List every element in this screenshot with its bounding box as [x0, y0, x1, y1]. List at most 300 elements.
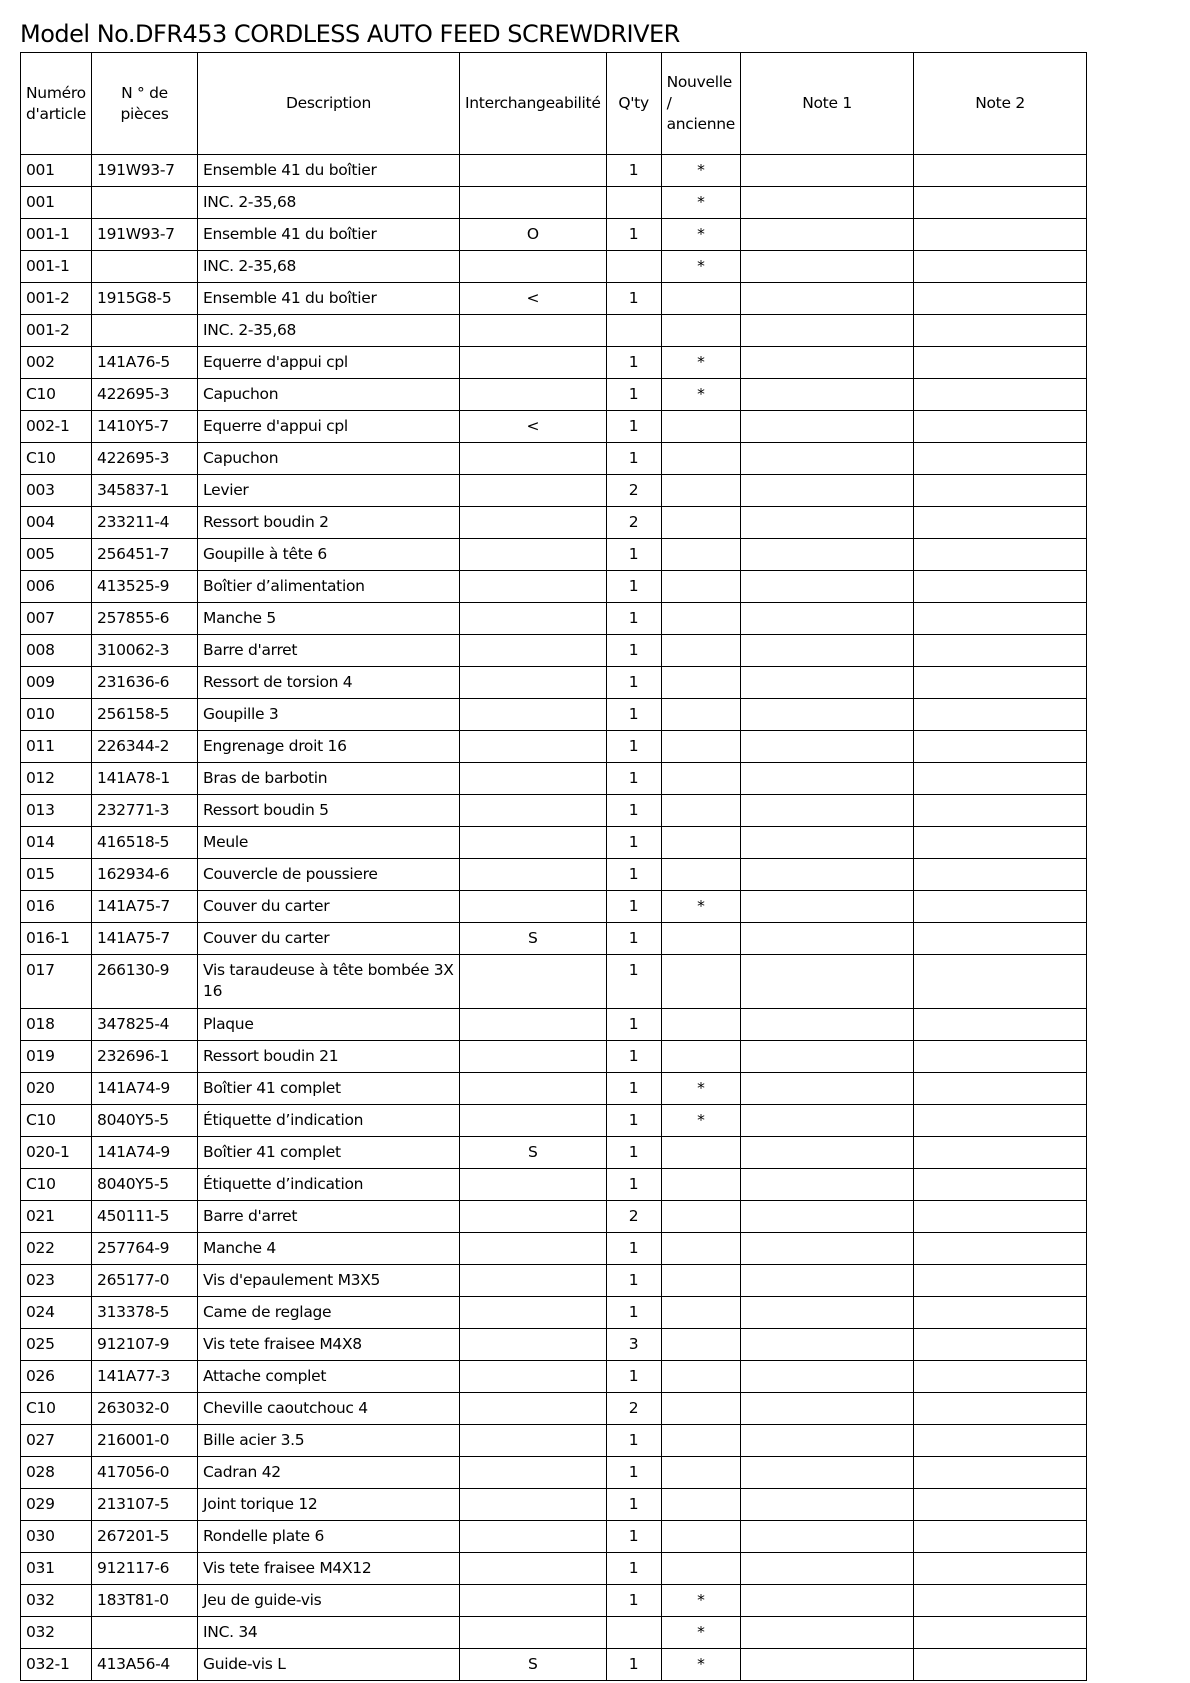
part-number-cell: 422695-3 [92, 443, 198, 475]
description-cell: Goupille 3 [198, 699, 460, 731]
table-row [21, 667, 1087, 699]
quantity-cell: 1 [606, 891, 661, 923]
new-old-cell [661, 1233, 740, 1265]
note-1-cell [741, 1489, 914, 1521]
quantity-cell: 1 [606, 1361, 661, 1393]
item-number-cell: 032 [21, 1617, 92, 1649]
new-old-cell [661, 1297, 740, 1329]
part-number-cell: 226344-2 [92, 731, 198, 763]
quantity-cell: 1 [606, 731, 661, 763]
note-1-cell [741, 1521, 914, 1553]
new-old-cell [661, 1521, 740, 1553]
quantity-cell: 1 [606, 1137, 661, 1169]
part-number-cell: 1915G8-5 [92, 283, 198, 315]
new-old-cell: * [661, 1585, 740, 1617]
note-2-cell [914, 1105, 1087, 1137]
item-number-cell: 010 [21, 699, 92, 731]
interchangeability-cell [460, 475, 607, 507]
note-1-cell [741, 1297, 914, 1329]
note-1-cell [741, 507, 914, 539]
new-old-cell [661, 763, 740, 795]
description-cell: Ensemble 41 du boîtier [198, 155, 460, 187]
item-number-cell: 012 [21, 763, 92, 795]
part-number-cell: 232771-3 [92, 795, 198, 827]
parts-table-body [21, 155, 1087, 1681]
description-cell: INC. 2-35,68 [198, 315, 460, 347]
note-2-cell [914, 699, 1087, 731]
description-cell: Ressort boudin 2 [198, 507, 460, 539]
quantity-cell: 1 [606, 1649, 661, 1681]
note-2-cell [914, 1617, 1087, 1649]
part-number-cell: 232696-1 [92, 1041, 198, 1073]
note-2-cell [914, 1521, 1087, 1553]
description-cell: Ressort de torsion 4 [198, 667, 460, 699]
interchangeability-cell [460, 315, 607, 347]
part-number-cell: 450111-5 [92, 1201, 198, 1233]
note-2-cell [914, 1649, 1087, 1681]
description-cell: Ressort boudin 21 [198, 1041, 460, 1073]
part-number-cell: 141A76-5 [92, 347, 198, 379]
quantity-cell: 1 [606, 923, 661, 955]
note-2-cell [914, 251, 1087, 283]
quantity-cell: 1 [606, 539, 661, 571]
table-row [21, 1169, 1087, 1201]
item-number-cell: 001-2 [21, 315, 92, 347]
item-number-cell: 020-1 [21, 1137, 92, 1169]
description-cell: INC. 2-35,68 [198, 251, 460, 283]
table-row [21, 603, 1087, 635]
header-interchangeability: Interchangeabilité [460, 53, 607, 155]
description-cell: Boîtier 41 complet [198, 1073, 460, 1105]
new-old-cell [661, 1329, 740, 1361]
description-cell: Came de reglage [198, 1297, 460, 1329]
note-1-cell [741, 1649, 914, 1681]
part-number-cell: 216001-0 [92, 1425, 198, 1457]
note-1-cell [741, 603, 914, 635]
quantity-cell: 1 [606, 283, 661, 315]
item-number-cell: 016 [21, 891, 92, 923]
table-row [21, 763, 1087, 795]
note-1-cell [741, 1041, 914, 1073]
interchangeability-cell [460, 1073, 607, 1105]
item-number-cell: 009 [21, 667, 92, 699]
table-row [21, 1617, 1087, 1649]
note-2-cell [914, 155, 1087, 187]
note-1-cell [741, 155, 914, 187]
table-row [21, 1105, 1087, 1137]
note-1-cell [741, 251, 914, 283]
table-row [21, 1297, 1087, 1329]
description-cell: Couver du carter [198, 923, 460, 955]
part-number-cell: 141A77-3 [92, 1361, 198, 1393]
part-number-cell [92, 1617, 198, 1649]
description-cell: Equerre d'appui cpl [198, 347, 460, 379]
new-old-cell [661, 1393, 740, 1425]
table-row [21, 539, 1087, 571]
table-row [21, 347, 1087, 379]
quantity-cell: 1 [606, 1105, 661, 1137]
note-2-cell [914, 1265, 1087, 1297]
part-number-cell: 416518-5 [92, 827, 198, 859]
quantity-cell: 1 [606, 1073, 661, 1105]
table-row [21, 1425, 1087, 1457]
description-cell: Barre d'arret [198, 1201, 460, 1233]
table-row [21, 1233, 1087, 1265]
item-number-cell: 026 [21, 1361, 92, 1393]
note-2-cell [914, 1585, 1087, 1617]
table-header-row [21, 53, 1087, 155]
note-1-cell [741, 1457, 914, 1489]
description-cell: Attache complet [198, 1361, 460, 1393]
table-row [21, 411, 1087, 443]
part-number-cell: 263032-0 [92, 1393, 198, 1425]
note-2-cell [914, 1041, 1087, 1073]
part-number-cell: 141A78-1 [92, 763, 198, 795]
item-number-cell: 025 [21, 1329, 92, 1361]
note-2-cell [914, 923, 1087, 955]
quantity-cell: 2 [606, 1201, 661, 1233]
interchangeability-cell [460, 891, 607, 923]
description-cell: Vis d'epaulement M3X5 [198, 1265, 460, 1297]
note-1-cell [741, 187, 914, 219]
interchangeability-cell [460, 1233, 607, 1265]
note-2-cell [914, 1297, 1087, 1329]
note-2-cell [914, 795, 1087, 827]
description-cell: Vis tete fraisee M4X12 [198, 1553, 460, 1585]
quantity-cell: 3 [606, 1329, 661, 1361]
note-1-cell [741, 411, 914, 443]
note-2-cell [914, 1393, 1087, 1425]
item-number-cell: 008 [21, 635, 92, 667]
part-number-cell: 191W93-7 [92, 155, 198, 187]
header-description: Description [198, 53, 460, 155]
item-number-cell: 004 [21, 507, 92, 539]
quantity-cell: 1 [606, 219, 661, 251]
table-row [21, 1137, 1087, 1169]
new-old-cell: * [661, 251, 740, 283]
part-number-cell: 256158-5 [92, 699, 198, 731]
item-number-cell: 030 [21, 1521, 92, 1553]
note-2-cell [914, 283, 1087, 315]
part-number-cell: 313378-5 [92, 1297, 198, 1329]
interchangeability-cell [460, 1489, 607, 1521]
new-old-cell [661, 443, 740, 475]
quantity-cell: 1 [606, 603, 661, 635]
note-2-cell [914, 411, 1087, 443]
item-number-cell: 001-2 [21, 283, 92, 315]
quantity-cell [606, 251, 661, 283]
interchangeability-cell [460, 1585, 607, 1617]
interchangeability-cell [460, 1105, 607, 1137]
interchangeability-cell [460, 187, 607, 219]
note-2-cell [914, 219, 1087, 251]
note-1-cell [741, 635, 914, 667]
quantity-cell: 1 [606, 1521, 661, 1553]
part-number-cell: 162934-6 [92, 859, 198, 891]
description-cell: Bras de barbotin [198, 763, 460, 795]
item-number-cell: 016-1 [21, 923, 92, 955]
quantity-cell: 1 [606, 1425, 661, 1457]
table-row [21, 507, 1087, 539]
new-old-cell [661, 827, 740, 859]
item-number-cell: 001 [21, 155, 92, 187]
new-old-cell [661, 1457, 740, 1489]
quantity-cell: 2 [606, 507, 661, 539]
part-number-cell: 141A75-7 [92, 923, 198, 955]
new-old-cell [661, 1137, 740, 1169]
quantity-cell: 1 [606, 859, 661, 891]
interchangeability-cell [460, 1297, 607, 1329]
part-number-cell: 191W93-7 [92, 219, 198, 251]
quantity-cell: 1 [606, 667, 661, 699]
part-number-cell: 8040Y5-5 [92, 1105, 198, 1137]
note-1-cell [741, 1009, 914, 1041]
note-1-cell [741, 763, 914, 795]
item-number-cell: 006 [21, 571, 92, 603]
note-1-cell [741, 219, 914, 251]
header-new-old: Nouvelle / ancienne [661, 53, 740, 155]
note-2-cell [914, 347, 1087, 379]
table-row [21, 1649, 1087, 1681]
table-row [21, 827, 1087, 859]
note-1-cell [741, 475, 914, 507]
description-cell: Couver du carter [198, 891, 460, 923]
table-row [21, 1521, 1087, 1553]
note-2-cell [914, 731, 1087, 763]
table-row [21, 1457, 1087, 1489]
interchangeability-cell [460, 1521, 607, 1553]
part-number-cell: 413A56-4 [92, 1649, 198, 1681]
note-1-cell [741, 859, 914, 891]
part-number-cell: 1410Y5-7 [92, 411, 198, 443]
item-number-cell: 011 [21, 731, 92, 763]
part-number-cell: 912117-6 [92, 1553, 198, 1585]
table-row [21, 1073, 1087, 1105]
note-2-cell [914, 539, 1087, 571]
description-cell: Equerre d'appui cpl [198, 411, 460, 443]
interchangeability-cell [460, 251, 607, 283]
new-old-cell [661, 1169, 740, 1201]
quantity-cell: 1 [606, 763, 661, 795]
quantity-cell [606, 1617, 661, 1649]
table-row [21, 955, 1087, 1009]
note-2-cell [914, 1489, 1087, 1521]
description-cell: Couvercle de poussiere [198, 859, 460, 891]
interchangeability-cell [460, 1201, 607, 1233]
interchangeability-cell [460, 379, 607, 411]
note-2-cell [914, 187, 1087, 219]
interchangeability-cell [460, 1041, 607, 1073]
item-number-cell: 001-1 [21, 219, 92, 251]
item-number-cell: 001 [21, 187, 92, 219]
header-item-number: Numéro d'article [21, 53, 92, 155]
interchangeability-cell [460, 699, 607, 731]
note-1-cell [741, 1329, 914, 1361]
quantity-cell: 1 [606, 155, 661, 187]
new-old-cell [661, 411, 740, 443]
quantity-cell: 1 [606, 1265, 661, 1297]
note-2-cell [914, 827, 1087, 859]
part-number-cell [92, 251, 198, 283]
new-old-cell: * [661, 347, 740, 379]
quantity-cell [606, 315, 661, 347]
table-row [21, 187, 1087, 219]
note-2-cell [914, 443, 1087, 475]
part-number-cell: 231636-6 [92, 667, 198, 699]
description-cell: Rondelle plate 6 [198, 1521, 460, 1553]
table-row [21, 923, 1087, 955]
interchangeability-cell [460, 635, 607, 667]
new-old-cell [661, 699, 740, 731]
table-row [21, 1361, 1087, 1393]
note-1-cell [741, 795, 914, 827]
note-2-cell [914, 1425, 1087, 1457]
header-note-2: Note 2 [914, 53, 1087, 155]
new-old-cell [661, 1553, 740, 1585]
quantity-cell: 1 [606, 1041, 661, 1073]
quantity-cell: 1 [606, 699, 661, 731]
new-old-cell [661, 1041, 740, 1073]
table-row [21, 891, 1087, 923]
part-number-cell: 141A74-9 [92, 1073, 198, 1105]
note-2-cell [914, 1009, 1087, 1041]
description-cell: Étiquette d’indication [198, 1105, 460, 1137]
note-1-cell [741, 379, 914, 411]
table-row [21, 1585, 1087, 1617]
interchangeability-cell [460, 155, 607, 187]
new-old-cell: * [661, 1105, 740, 1137]
note-2-cell [914, 1329, 1087, 1361]
new-old-cell [661, 1265, 740, 1297]
interchangeability-cell [460, 571, 607, 603]
new-old-cell [661, 315, 740, 347]
part-number-cell [92, 187, 198, 219]
new-old-cell: * [661, 1649, 740, 1681]
interchangeability-cell [460, 731, 607, 763]
note-1-cell [741, 1617, 914, 1649]
part-number-cell: 267201-5 [92, 1521, 198, 1553]
interchangeability-cell [460, 1553, 607, 1585]
note-1-cell [741, 1553, 914, 1585]
interchangeability-cell [460, 1393, 607, 1425]
new-old-cell [661, 731, 740, 763]
part-number-cell [92, 315, 198, 347]
part-number-cell: 213107-5 [92, 1489, 198, 1521]
part-number-cell: 257764-9 [92, 1233, 198, 1265]
parts-table [20, 52, 1087, 1681]
note-1-cell [741, 731, 914, 763]
part-number-cell: 266130-9 [92, 955, 198, 1009]
new-old-cell [661, 955, 740, 1009]
quantity-cell: 1 [606, 795, 661, 827]
new-old-cell: * [661, 155, 740, 187]
part-number-cell: 141A75-7 [92, 891, 198, 923]
note-2-cell [914, 667, 1087, 699]
new-old-cell [661, 635, 740, 667]
interchangeability-cell [460, 955, 607, 1009]
quantity-cell: 1 [606, 571, 661, 603]
new-old-cell: * [661, 1617, 740, 1649]
item-number-cell: 023 [21, 1265, 92, 1297]
note-1-cell [741, 571, 914, 603]
item-number-cell: 022 [21, 1233, 92, 1265]
description-cell: Ressort boudin 5 [198, 795, 460, 827]
interchangeability-cell [460, 539, 607, 571]
table-row [21, 635, 1087, 667]
item-number-cell: 018 [21, 1009, 92, 1041]
description-cell: Plaque [198, 1009, 460, 1041]
note-2-cell [914, 507, 1087, 539]
new-old-cell [661, 507, 740, 539]
new-old-cell [661, 923, 740, 955]
quantity-cell: 2 [606, 1393, 661, 1425]
description-cell: Ensemble 41 du boîtier [198, 283, 460, 315]
description-cell: Boîtier 41 complet [198, 1137, 460, 1169]
description-cell: Manche 4 [198, 1233, 460, 1265]
note-1-cell [741, 955, 914, 1009]
interchangeability-cell [460, 1265, 607, 1297]
part-number-cell: 413525-9 [92, 571, 198, 603]
note-2-cell [914, 859, 1087, 891]
interchangeability-cell [460, 507, 607, 539]
item-number-cell: 005 [21, 539, 92, 571]
quantity-cell: 1 [606, 1297, 661, 1329]
description-cell: Cadran 42 [198, 1457, 460, 1489]
quantity-cell: 1 [606, 1457, 661, 1489]
interchangeability-cell [460, 1457, 607, 1489]
interchangeability-cell: O [460, 219, 607, 251]
part-number-cell: 8040Y5-5 [92, 1169, 198, 1201]
note-2-cell [914, 1553, 1087, 1585]
table-row [21, 1201, 1087, 1233]
new-old-cell [661, 667, 740, 699]
note-1-cell [741, 1073, 914, 1105]
table-row [21, 283, 1087, 315]
part-number-cell: 345837-1 [92, 475, 198, 507]
note-1-cell [741, 1233, 914, 1265]
note-1-cell [741, 827, 914, 859]
note-1-cell [741, 283, 914, 315]
note-2-cell [914, 763, 1087, 795]
note-1-cell [741, 891, 914, 923]
table-row [21, 1265, 1087, 1297]
new-old-cell [661, 1201, 740, 1233]
header-note-1: Note 1 [741, 53, 914, 155]
part-number-cell: 183T81-0 [92, 1585, 198, 1617]
item-number-cell: 019 [21, 1041, 92, 1073]
quantity-cell [606, 187, 661, 219]
description-cell: Goupille à tête 6 [198, 539, 460, 571]
item-number-cell: 015 [21, 859, 92, 891]
note-1-cell [741, 1425, 914, 1457]
item-number-cell: 017 [21, 955, 92, 1009]
new-old-cell [661, 475, 740, 507]
description-cell: Levier [198, 475, 460, 507]
description-cell: INC. 34 [198, 1617, 460, 1649]
new-old-cell: * [661, 379, 740, 411]
new-old-cell [661, 795, 740, 827]
note-1-cell [741, 1137, 914, 1169]
note-2-cell [914, 1361, 1087, 1393]
interchangeability-cell [460, 1329, 607, 1361]
new-old-cell [661, 1009, 740, 1041]
interchangeability-cell [460, 795, 607, 827]
new-old-cell [661, 571, 740, 603]
table-row [21, 1329, 1087, 1361]
interchangeability-cell [460, 443, 607, 475]
table-row [21, 475, 1087, 507]
item-number-cell: 002-1 [21, 411, 92, 443]
